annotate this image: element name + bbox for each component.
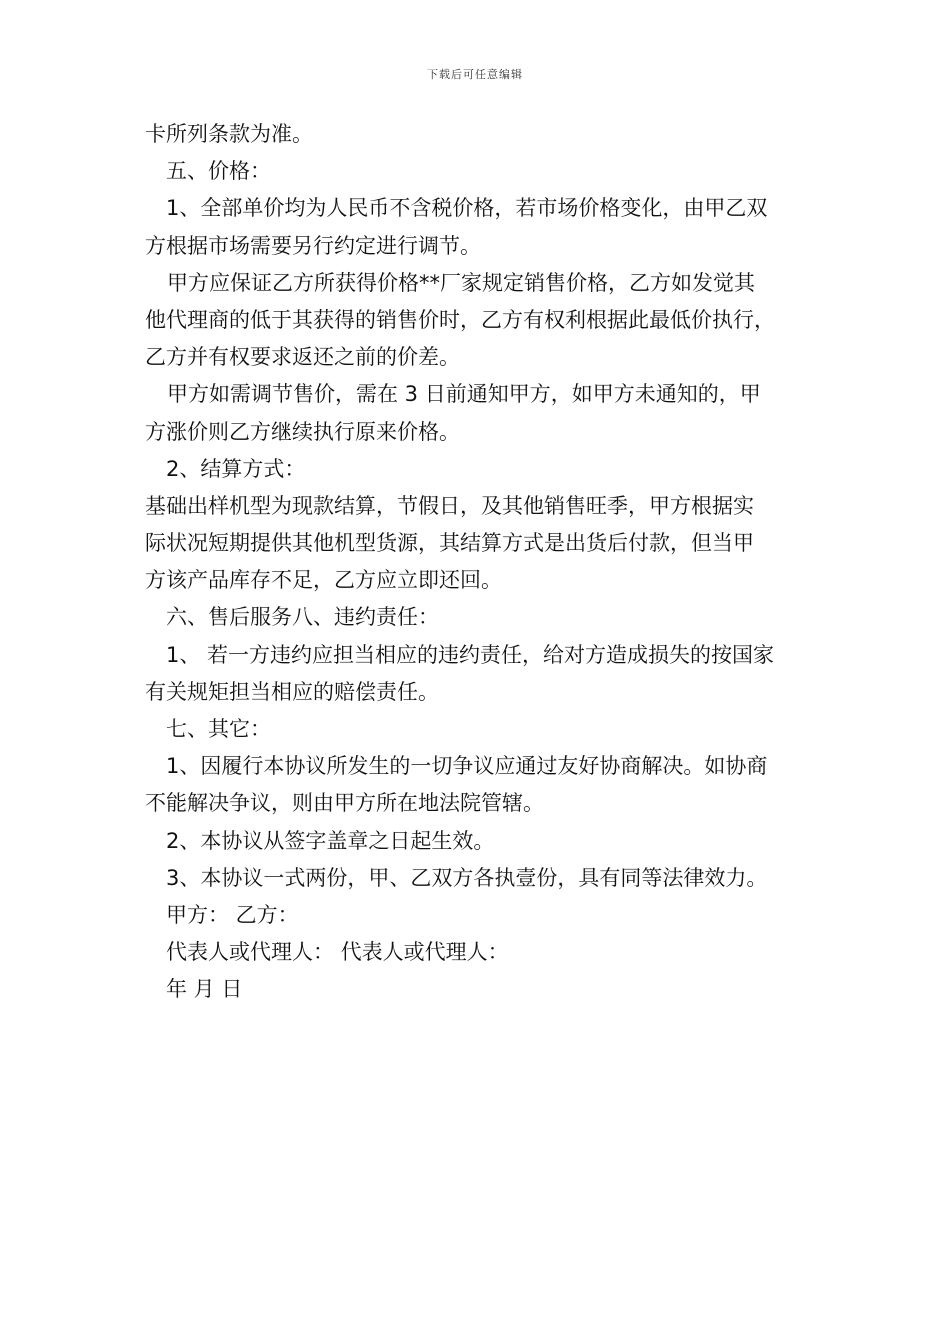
text-line: 甲方应保证乙方所获得价格**厂家规定销售价格，乙方如发觉其 (167, 270, 755, 295)
section-heading-price: 五、价格： (166, 159, 271, 184)
text-line: 他代理商的低于其获得的销售价时，乙方有权利根据此最低价执行， (145, 307, 775, 332)
text-line: 方根据市场需要另行约定进行调节。 (145, 233, 481, 258)
signature-date: 年 月 日 (166, 977, 243, 1002)
section-heading-other: 七、其它： (166, 717, 271, 741)
section-heading-settlement: 2、结算方式： (166, 456, 306, 481)
text-line: 1、全部单价均为人民币不含税价格，若市场价格变化，由甲乙双 (166, 196, 768, 221)
text-line: 3、本协议一式两份，甲、乙双方各执壹份，具有同等法律效力。 (166, 865, 768, 890)
text-line: 1、 若一方违约应担当相应的违约责任，给对方造成损失的按国家 (166, 642, 775, 667)
text-line: 1、因履行本协议所发生的一切争议应通过友好协商解决。如协商 (166, 754, 768, 779)
text-line: 不能解决争议，则由甲方所在地法院管辖。 (145, 791, 544, 816)
text-line: 际状况短期提供其他机型货源，其结算方式是出货后付款，但当甲 (145, 531, 754, 556)
text-line: 方该产品库存不足，乙方应立即还回。 (145, 568, 502, 593)
text-line: 卡所列条款为准。 (145, 122, 313, 146)
signature-parties: 甲方： 乙方： (166, 902, 299, 927)
document-body (145, 116, 815, 1009)
text-line: 方涨价则乙方继续执行原来价格。 (145, 419, 460, 444)
text-line: 甲方如需调节售价，需在 3 日前通知甲方，如甲方未通知的，甲 (167, 382, 761, 407)
text-line: 2、本协议从签字盖章之日起生效。 (166, 828, 495, 853)
page-header: 下载后可任意编辑 (427, 68, 523, 81)
text-line: 有关规矩担当相应的赔偿责任。 (145, 679, 439, 704)
text-line: 基础出样机型为现款结算，节假日，及其他销售旺季，甲方根据实 (145, 493, 754, 518)
signature-representatives: 代表人或代理人： 代表人或代理人： (166, 940, 509, 965)
text-line: 乙方并有权要求返还之前的价差。 (145, 345, 460, 370)
section-heading-service: 六、售后服务八、违约责任： (166, 605, 439, 630)
